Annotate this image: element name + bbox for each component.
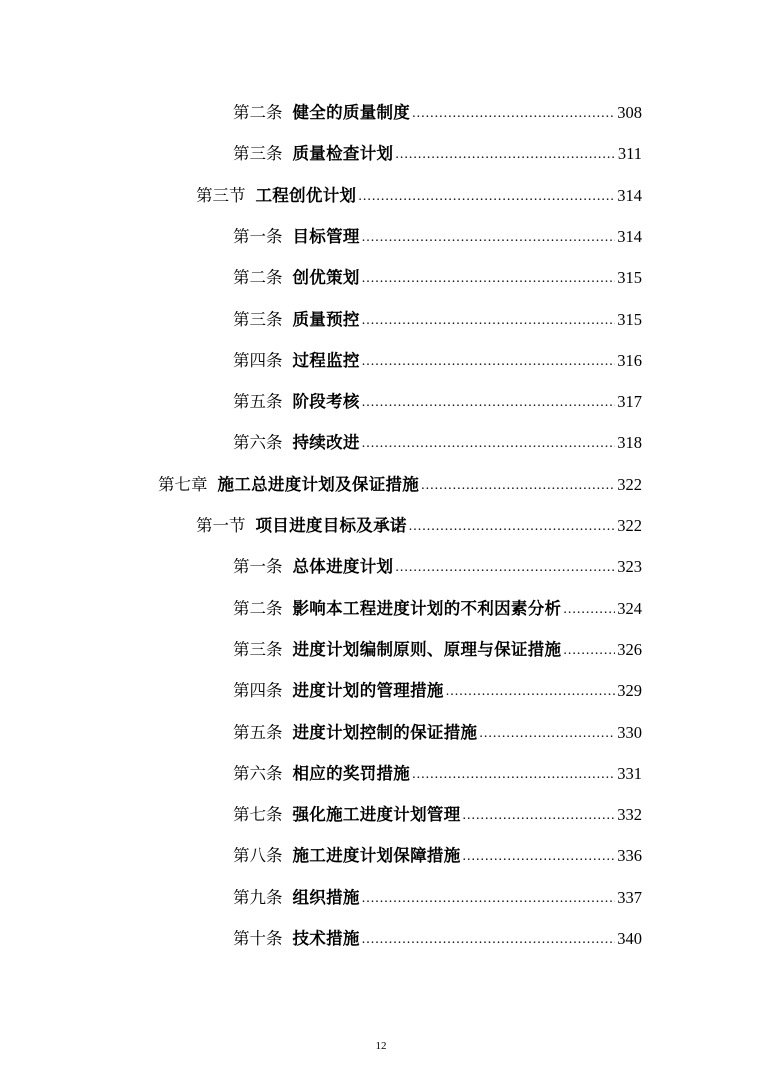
- toc-entry-number: 第七条: [233, 805, 283, 825]
- toc-entry-number: 第七章: [158, 474, 208, 494]
- toc-entry-page: 311: [617, 144, 642, 164]
- toc-entry[interactable]: [0, 507, 762, 537]
- toc-entry[interactable]: [0, 672, 762, 702]
- toc-entry-number: 第六条: [233, 433, 283, 453]
- toc-entry-line: [233, 714, 642, 744]
- toc-entry-page: 336: [617, 846, 642, 866]
- toc-entry-number: 第五条: [233, 392, 283, 412]
- toc-entry-number: 第三条: [233, 639, 283, 659]
- toc-entry-page: 326: [617, 639, 642, 659]
- toc-dot-leader: [412, 765, 615, 785]
- toc-entry-number: 第六条: [233, 763, 283, 783]
- toc-entry[interactable]: [0, 218, 762, 248]
- toc-entry-number: 第三条: [233, 144, 283, 164]
- toc-entry[interactable]: [0, 383, 762, 413]
- toc-entry-line: [233, 672, 642, 702]
- toc-dot-leader: [463, 806, 616, 826]
- toc-entry-line: [233, 94, 642, 124]
- toc-entry-page: 314: [617, 185, 642, 205]
- toc-entry-number: 第二条: [233, 268, 283, 288]
- toc-entry[interactable]: [0, 301, 762, 331]
- toc-entry-title: 施工总进度计划及保证措施: [217, 474, 420, 494]
- toc-entry-title: 目标管理: [292, 226, 360, 246]
- toc-dot-leader: [362, 311, 616, 331]
- toc-entry-title: 影响本工程进度计划的不利因素分析: [292, 598, 562, 618]
- toc-entry-line: [233, 920, 642, 950]
- toc-dot-leader: [362, 228, 616, 248]
- toc-entry-page: 318: [617, 433, 642, 453]
- toc-entry-page: 322: [617, 516, 642, 535]
- toc-entry[interactable]: [0, 590, 762, 620]
- toc-dot-leader: [409, 517, 616, 537]
- toc-entry-page: 308: [617, 103, 642, 122]
- toc-entry-title: 进度计划的管理措施: [292, 681, 444, 701]
- toc-entry-line: [233, 301, 642, 331]
- toc-dot-leader: [362, 930, 616, 950]
- toc-entry[interactable]: [0, 466, 762, 496]
- toc-entry-line: [233, 424, 642, 454]
- toc-entry-page: 332: [617, 805, 642, 825]
- toc-entry-page: 330: [617, 722, 642, 742]
- toc-entry-number: 第一节: [196, 516, 246, 535]
- toc-entry-number: 第五条: [233, 722, 283, 742]
- toc-dot-leader: [563, 641, 615, 661]
- toc-entry[interactable]: [0, 714, 762, 744]
- toc-entry-line: [233, 631, 642, 661]
- toc-entry-title: 创优策划: [292, 268, 360, 288]
- page-number: 12: [375, 1040, 387, 1052]
- toc-entry-page: 324: [617, 598, 642, 618]
- toc-entry-line: [233, 218, 642, 248]
- toc-entry[interactable]: [0, 342, 762, 372]
- toc-entry-number: 第十条: [233, 929, 283, 948]
- toc-entry-line: [233, 796, 642, 826]
- toc-entry-page: 340: [617, 929, 642, 948]
- toc-entry-page: 316: [617, 350, 642, 370]
- toc-dot-leader: [446, 682, 616, 702]
- toc-entry-line: [196, 177, 642, 207]
- toc-entry-title: 施工进度计划保障措施: [292, 846, 461, 866]
- toc-entry[interactable]: [0, 548, 762, 578]
- toc-entry-title: 项目进度目标及承诺: [255, 516, 407, 535]
- toc-entry-title: 相应的奖罚措施: [292, 763, 411, 783]
- toc-entry-line: [233, 342, 642, 372]
- toc-entry-page: 323: [617, 557, 642, 577]
- toc-entry-number: 第一条: [233, 557, 283, 577]
- toc-entry-title: 强化施工进度计划管理: [292, 805, 461, 825]
- toc-entry-title: 阶段考核: [292, 392, 360, 412]
- toc-entry-line: [158, 466, 642, 496]
- toc-entry-number: 第九条: [233, 887, 283, 907]
- toc-entry-title: 组织措施: [292, 887, 360, 907]
- toc-entry[interactable]: [0, 879, 762, 909]
- toc-entry-page: 315: [617, 268, 642, 288]
- toc-dot-leader: [463, 847, 616, 867]
- toc-entry[interactable]: [0, 259, 762, 289]
- toc-entry[interactable]: [0, 177, 762, 207]
- toc-entry-line: [233, 755, 642, 785]
- toc-entry-number: 第八条: [233, 846, 283, 866]
- toc-dot-leader: [479, 724, 615, 744]
- toc-entry-page: 329: [617, 681, 642, 701]
- toc-entry-line: [233, 548, 642, 578]
- toc-entry-title: 质量检查计划: [292, 144, 394, 164]
- toc-entry-page: 337: [617, 887, 642, 907]
- toc-dot-leader: [412, 104, 615, 124]
- toc-entry[interactable]: [0, 424, 762, 454]
- toc-entry-page: 322: [617, 474, 642, 494]
- toc-entry-line: [233, 590, 642, 620]
- toc-entry[interactable]: [0, 796, 762, 826]
- toc-entry-line: [233, 135, 642, 165]
- toc-entry-title: 总体进度计划: [292, 557, 394, 577]
- toc-entry[interactable]: [0, 837, 762, 867]
- toc-entry-number: 第四条: [233, 350, 283, 370]
- toc-dot-leader: [395, 558, 615, 578]
- toc-entry-line: [196, 507, 642, 537]
- toc-dot-leader: [358, 187, 615, 207]
- toc-entry-title: 技术措施: [292, 929, 360, 948]
- toc-entry-title: 持续改进: [292, 433, 360, 453]
- toc-dot-leader: [362, 434, 616, 454]
- toc-dot-leader: [362, 352, 616, 372]
- toc-entry-line: [233, 879, 642, 909]
- toc-dot-leader: [362, 269, 616, 289]
- toc-entry-number: 第二条: [233, 598, 283, 618]
- toc-entry-number: 第一条: [233, 226, 283, 246]
- toc-dot-leader: [563, 600, 615, 620]
- toc-entry-page: 315: [617, 309, 642, 329]
- toc-entry[interactable]: [0, 94, 762, 124]
- toc-entry-title: 过程监控: [292, 350, 360, 370]
- toc-entry[interactable]: [0, 135, 762, 165]
- toc-entry-line: [233, 837, 642, 867]
- toc-entry-line: [233, 383, 642, 413]
- toc-entry[interactable]: [0, 755, 762, 785]
- toc-entry-title: 健全的质量制度: [292, 103, 411, 122]
- toc-entry-number: 第四条: [233, 681, 283, 701]
- toc-entry-number: 第三条: [233, 309, 283, 329]
- toc-dot-leader: [421, 476, 615, 496]
- toc-entry-title: 进度计划编制原则、原理与保证措施: [292, 639, 562, 659]
- toc-entry-line: [233, 259, 642, 289]
- toc-entry-number: 第二条: [233, 103, 283, 122]
- toc-dot-leader: [362, 889, 616, 909]
- toc-entry-number: 第三节: [196, 185, 246, 205]
- toc-entry-page: 314: [617, 226, 642, 246]
- toc-dot-leader: [362, 393, 616, 413]
- toc-entry-title: 质量预控: [292, 309, 360, 329]
- toc-entry-title: 进度计划控制的保证措施: [292, 722, 478, 742]
- toc-entry-page: 331: [617, 763, 642, 783]
- toc-entry[interactable]: [0, 920, 762, 950]
- toc-entry-page: 317: [617, 392, 642, 412]
- toc-entry[interactable]: [0, 631, 762, 661]
- toc-dot-leader: [395, 145, 616, 165]
- toc-entry-title: 工程创优计划: [255, 185, 357, 205]
